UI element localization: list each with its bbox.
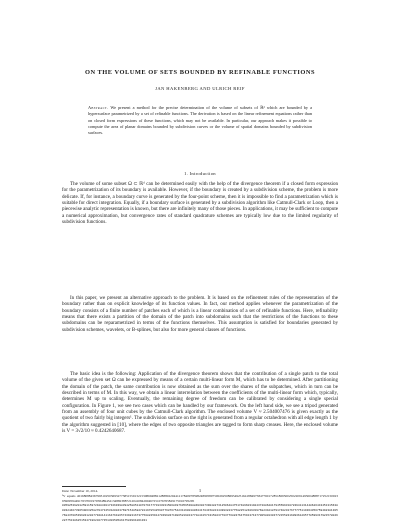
footnote-volume: ¹V equals 4016808843679931025056932773851559132153086948821288802204412178409785982489058075002925086954925164188497584776017285186950025022091493004888717252150023959095944917637001970584894321348823887212041084260467251076765829175016795295 xyxy=(62,493,338,503)
section-title-introduction: 1. Introduction xyxy=(184,171,216,176)
footnote-rule xyxy=(62,486,126,487)
paper-authors: JAN HAKENBERG AND ULRICH REIF xyxy=(155,86,245,91)
intro-paragraph-3: The basic idea is the following: Application of the divergence theorem shows that the contribution of a single patch to the total volume of the given set Ω can be expressed by means of a certain multi-linear form M, which has to be determined. After partitioning the domain of the patch, the same contribution is now obtained as the sum over the shares of the subpatches, which in turn can be described in terms of M. In this way, we obtain a linear interrelation between the coefficients of the multi-linear form which, typically, determines M up to scaling. Eventually, the remaining degree of freedom can be calibrated by considering a single special configuration. In Figure 1, we see two cases which can be handled by our framework. On the left hand side, we see a tripod generated from an assembly of four unit cubes by the Catmull-Clark algorithm. The enclosed volume V ≈ 2.504007476 is given exactly as the quotient of two fairly big integers¹. The subdivision surface on the right is generated from a regular octahedron with all edge length 1 by the algorithm suggested in [10], where the edges of two opposite triangles are tagged to form sharp creases. Here, the enclosed volume is V = 3√2/10 ≈ 0.4242640687. xyxy=(62,371,338,434)
page-number: 1 xyxy=(198,488,202,493)
paper-title: ON THE VOLUME OF SETS BOUNDED BY REFINABLE FUNCTIONS xyxy=(84,69,316,76)
abstract-label: Abstract. xyxy=(88,105,109,110)
abstract xyxy=(88,105,312,155)
intro-paragraph-2: In this paper, we present an alternative approach to the problem. It is based on the refinement rules of the representation of the boundary rather than on explicit knowledge of its function values. In fact, our method applies whenever the parametrization of the boundary consists of a finite number of patches each of which is a linear combination of a set of refinable functions. Here, refinability means that there exists a partition of the domain of the patch into subdomains such that the restrictions of the functions to these subdomains can be reparametrized in terms of the functions themselves. This assumption is satisfied for boundaries generated by subdivision schemes, wavelets, or B-splines, but also for more general classes of functions. xyxy=(62,295,338,333)
abstract-text: We present a method for the precise determination of the volume of subsets of ℝᵈ which are bounded by a hypersurface parametrized by a set of refinable functions. The derivation is based on the linear refinement equations rather than on closed form expressions of these functions, which may not be available. In particular, our approach makes it possible to compute the area of planar domains bounded by subdivision curves or the volume of spatial domains bounded by subdivision surfaces. xyxy=(88,105,312,136)
intro-paragraph-1: The volume of some subset Ω ⊂ ℝᵈ can be determined easily with the help of the divergence theorem if a closed form expression for the parametrization of its boundary is available. However, if the boundary is created by a subdivision scheme, the problem is more delicate. If, for instance, a boundary curve is generated by the four-point scheme, then it is impossible to find a parametrization which is suitable for direct integration. Equally, if a boundary surface is generated by a subdivision algorithm like Catmull-Clark or Loop, then a piecewise analytic representation is known, but there are infinitely many of those pieces. In applications, it may be sufficient to compute a numerical approximation, but convergence rates of standard quadrature schemes are typically low due to the limited regularity of subdivision functions. xyxy=(62,181,338,225)
footnote-date: Date: November 10, 2014. xyxy=(62,489,99,493)
footnote-volume-digits: 0059253920125911597210843017346939839425805110707917771933031506849763595308849302739048273125064847517489603192437208648179455993107839411314486264434513156380032446739654063258270473453120043769715485827811978542590776876754231160018063417041588134499322377582251240931976823421879174023276777751193643567594923813057684370053968312027794814116476186574398316737750822591470396837198652190137718441574315023770377688376475913713770058013037721558316093612957785993179215780462877513862515347196232773513035058617583961061931 xyxy=(62,503,338,522)
